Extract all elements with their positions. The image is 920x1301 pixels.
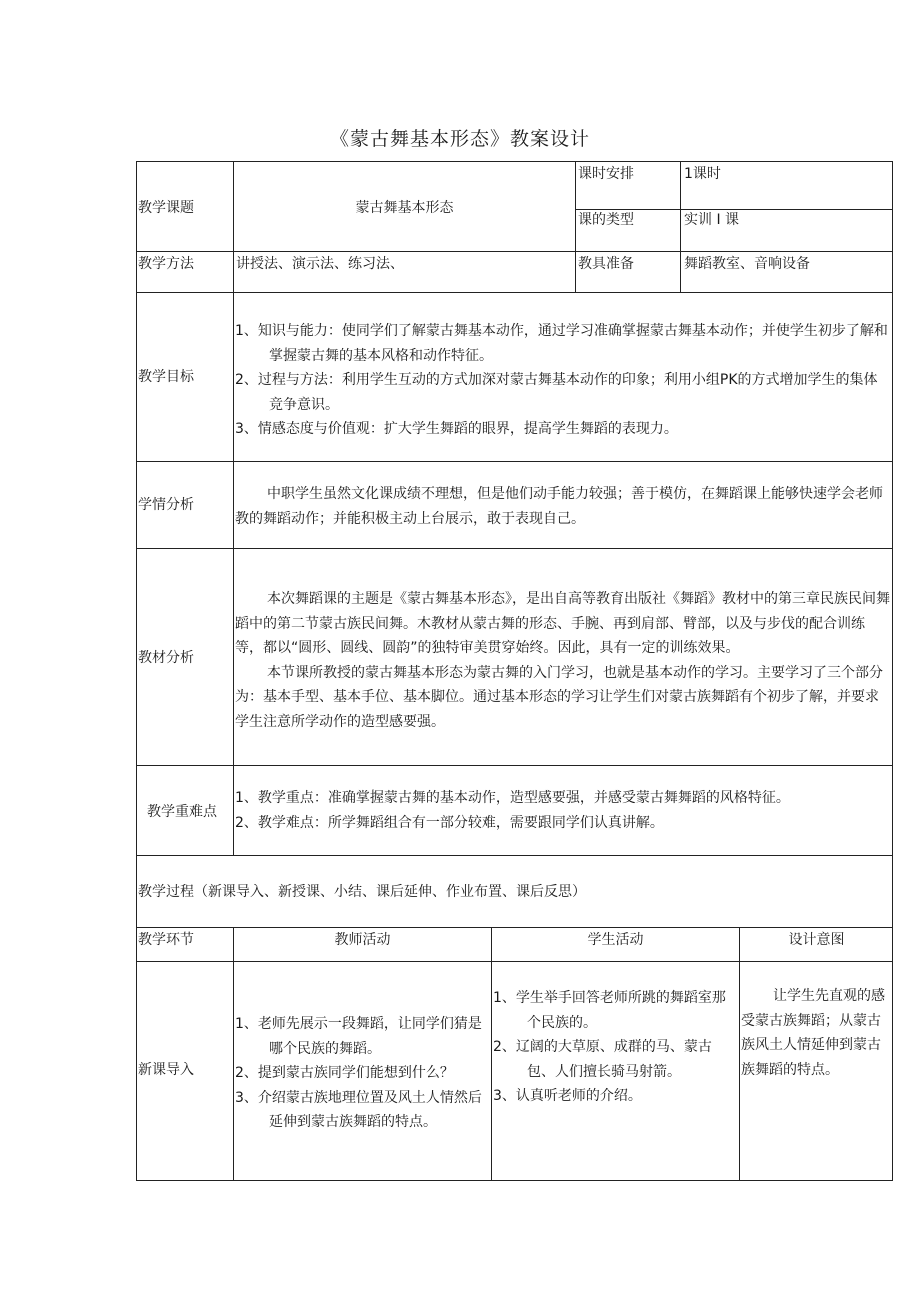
row-divider — [136, 855, 893, 856]
col-divider — [575, 161, 576, 292]
stage-cell: 新课导入 — [138, 1062, 194, 1078]
objective-item: 3、情感态度与价值观：扩大学生舞蹈的眼界，提高学生舞蹈的表现力。 — [235, 421, 678, 437]
value-hours: 1课时 — [684, 166, 721, 182]
col-divider — [739, 927, 740, 1181]
col-divider — [491, 927, 492, 1181]
label-objectives: 教学目标 — [138, 369, 194, 385]
material-paragraph: 本次舞蹈课的主题是《蒙古舞基本形态》，是出自高等教育出版社《舞蹈》教材中的第三章民族民间舞蹈中的第二节蒙古族民间舞。木教材从蒙古舞的形态、手腕、再到肩部、臂部，以及与步伐的配合训练等，都以“圆形、圆线、圆韵”的独特审美贯穿始终。因此，具有一定的训练效果。 — [235, 591, 890, 656]
student-item: 2、辽阔的大草原、成群的马、蒙古包、人们擅长骑马射箭。 — [493, 1039, 712, 1080]
label-process: 教学过程（新课导入、新授课、小结、课后延伸、作业布置、课后反思） — [138, 884, 586, 900]
student-item: 1、学生举手回答老师所跳的舞蹈室那个民族的。 — [493, 990, 726, 1031]
label-hours: 课时安排 — [578, 166, 634, 182]
value-method: 讲授法、演示法、练习法、 — [236, 256, 404, 272]
objective-item: 2、过程与方法：利用学生互动的方式加深对蒙古舞基本动作的印象；利用小组PK的方式增加学生的集体竞争意识。 — [235, 372, 878, 413]
keypoint-item: 1、教学重点：准确掌握蒙古舞的基本动作，造型感要强，并感受蒙古舞舞蹈的风格特征。 — [235, 790, 790, 806]
label-topic: 教学课题 — [138, 200, 194, 216]
row-divider — [136, 961, 893, 962]
row-divider — [136, 548, 893, 549]
label-method: 教学方法 — [138, 256, 194, 272]
teacher-item: 2、提到蒙古族同学们能想到什么？ — [235, 1065, 454, 1081]
teacher-item: 1、老师先展示一段舞蹈，让同学们猜是哪个民族的舞蹈。 — [235, 1016, 482, 1057]
document-title: 《蒙古舞基本形态》教案设计 — [329, 128, 590, 150]
value-equipment: 舞蹈教室、音响设备 — [684, 256, 810, 272]
header-stage: 教学环节 — [138, 932, 194, 948]
label-keypoints: 教学重难点 — [147, 804, 217, 820]
label-analysis: 学情分析 — [138, 497, 194, 513]
label-equipment: 教具准备 — [578, 256, 634, 272]
row-divider — [136, 765, 893, 766]
col-divider — [233, 161, 234, 855]
label-type: 课的类型 — [578, 212, 634, 228]
col-divider — [233, 927, 234, 1181]
design-intent: 让学生先直观的感受蒙古族舞蹈；从蒙古族风土人情延伸到蒙古族舞蹈的特点。 — [741, 988, 885, 1078]
analysis-text: 中职学生虽然文化课成绩不理想，但是他们动手能力较强；善于模仿，在舞蹈课上能够快速学会老师教的舞蹈动作；并能积极主动上台展示，敢于表现自己。 — [235, 486, 883, 527]
objective-item: 1、知识与能力：使同学们了解蒙古舞基本动作，通过学习准确掌握蒙古舞基本动作；并使学生初步了解和掌握蒙古舞的基本风格和动作特征。 — [235, 323, 888, 364]
student-item: 3、认真听老师的介绍。 — [493, 1088, 642, 1104]
keypoints-list — [235, 786, 891, 835]
header-student: 学生活动 — [587, 932, 644, 948]
row-divider — [136, 461, 893, 462]
student-activity — [493, 986, 737, 1109]
material-paragraph: 本节课所教授的蒙古舞基本形态为蒙古舞的入门学习，也就是基本动作的学习。主要学习了三个部分为：基本手型、基本手位、基本脚位。通过基本形态的学习让学生们对蒙古族舞蹈有个初步了解，并要求学生注意所学动作的造型感要强。 — [235, 664, 883, 730]
objectives-list — [235, 319, 891, 442]
label-material: 教材分析 — [138, 650, 194, 666]
value-topic: 蒙古舞基本形态 — [355, 200, 454, 216]
col-divider — [680, 161, 681, 292]
teacher-activity — [235, 1012, 490, 1135]
teacher-item: 3、介绍蒙古族地理位置及风土人情然后延伸到蒙古族舞蹈的特点。 — [235, 1089, 482, 1130]
value-type: 实训 I 课 — [684, 212, 740, 228]
keypoint-item: 2、教学难点：所学舞蹈组合有一部分较难，需要跟同学们认真讲解。 — [235, 814, 664, 831]
header-intent: 设计意图 — [788, 932, 845, 948]
header-teacher: 教师活动 — [334, 932, 391, 948]
material-text — [235, 587, 891, 734]
row-divider — [136, 292, 893, 293]
